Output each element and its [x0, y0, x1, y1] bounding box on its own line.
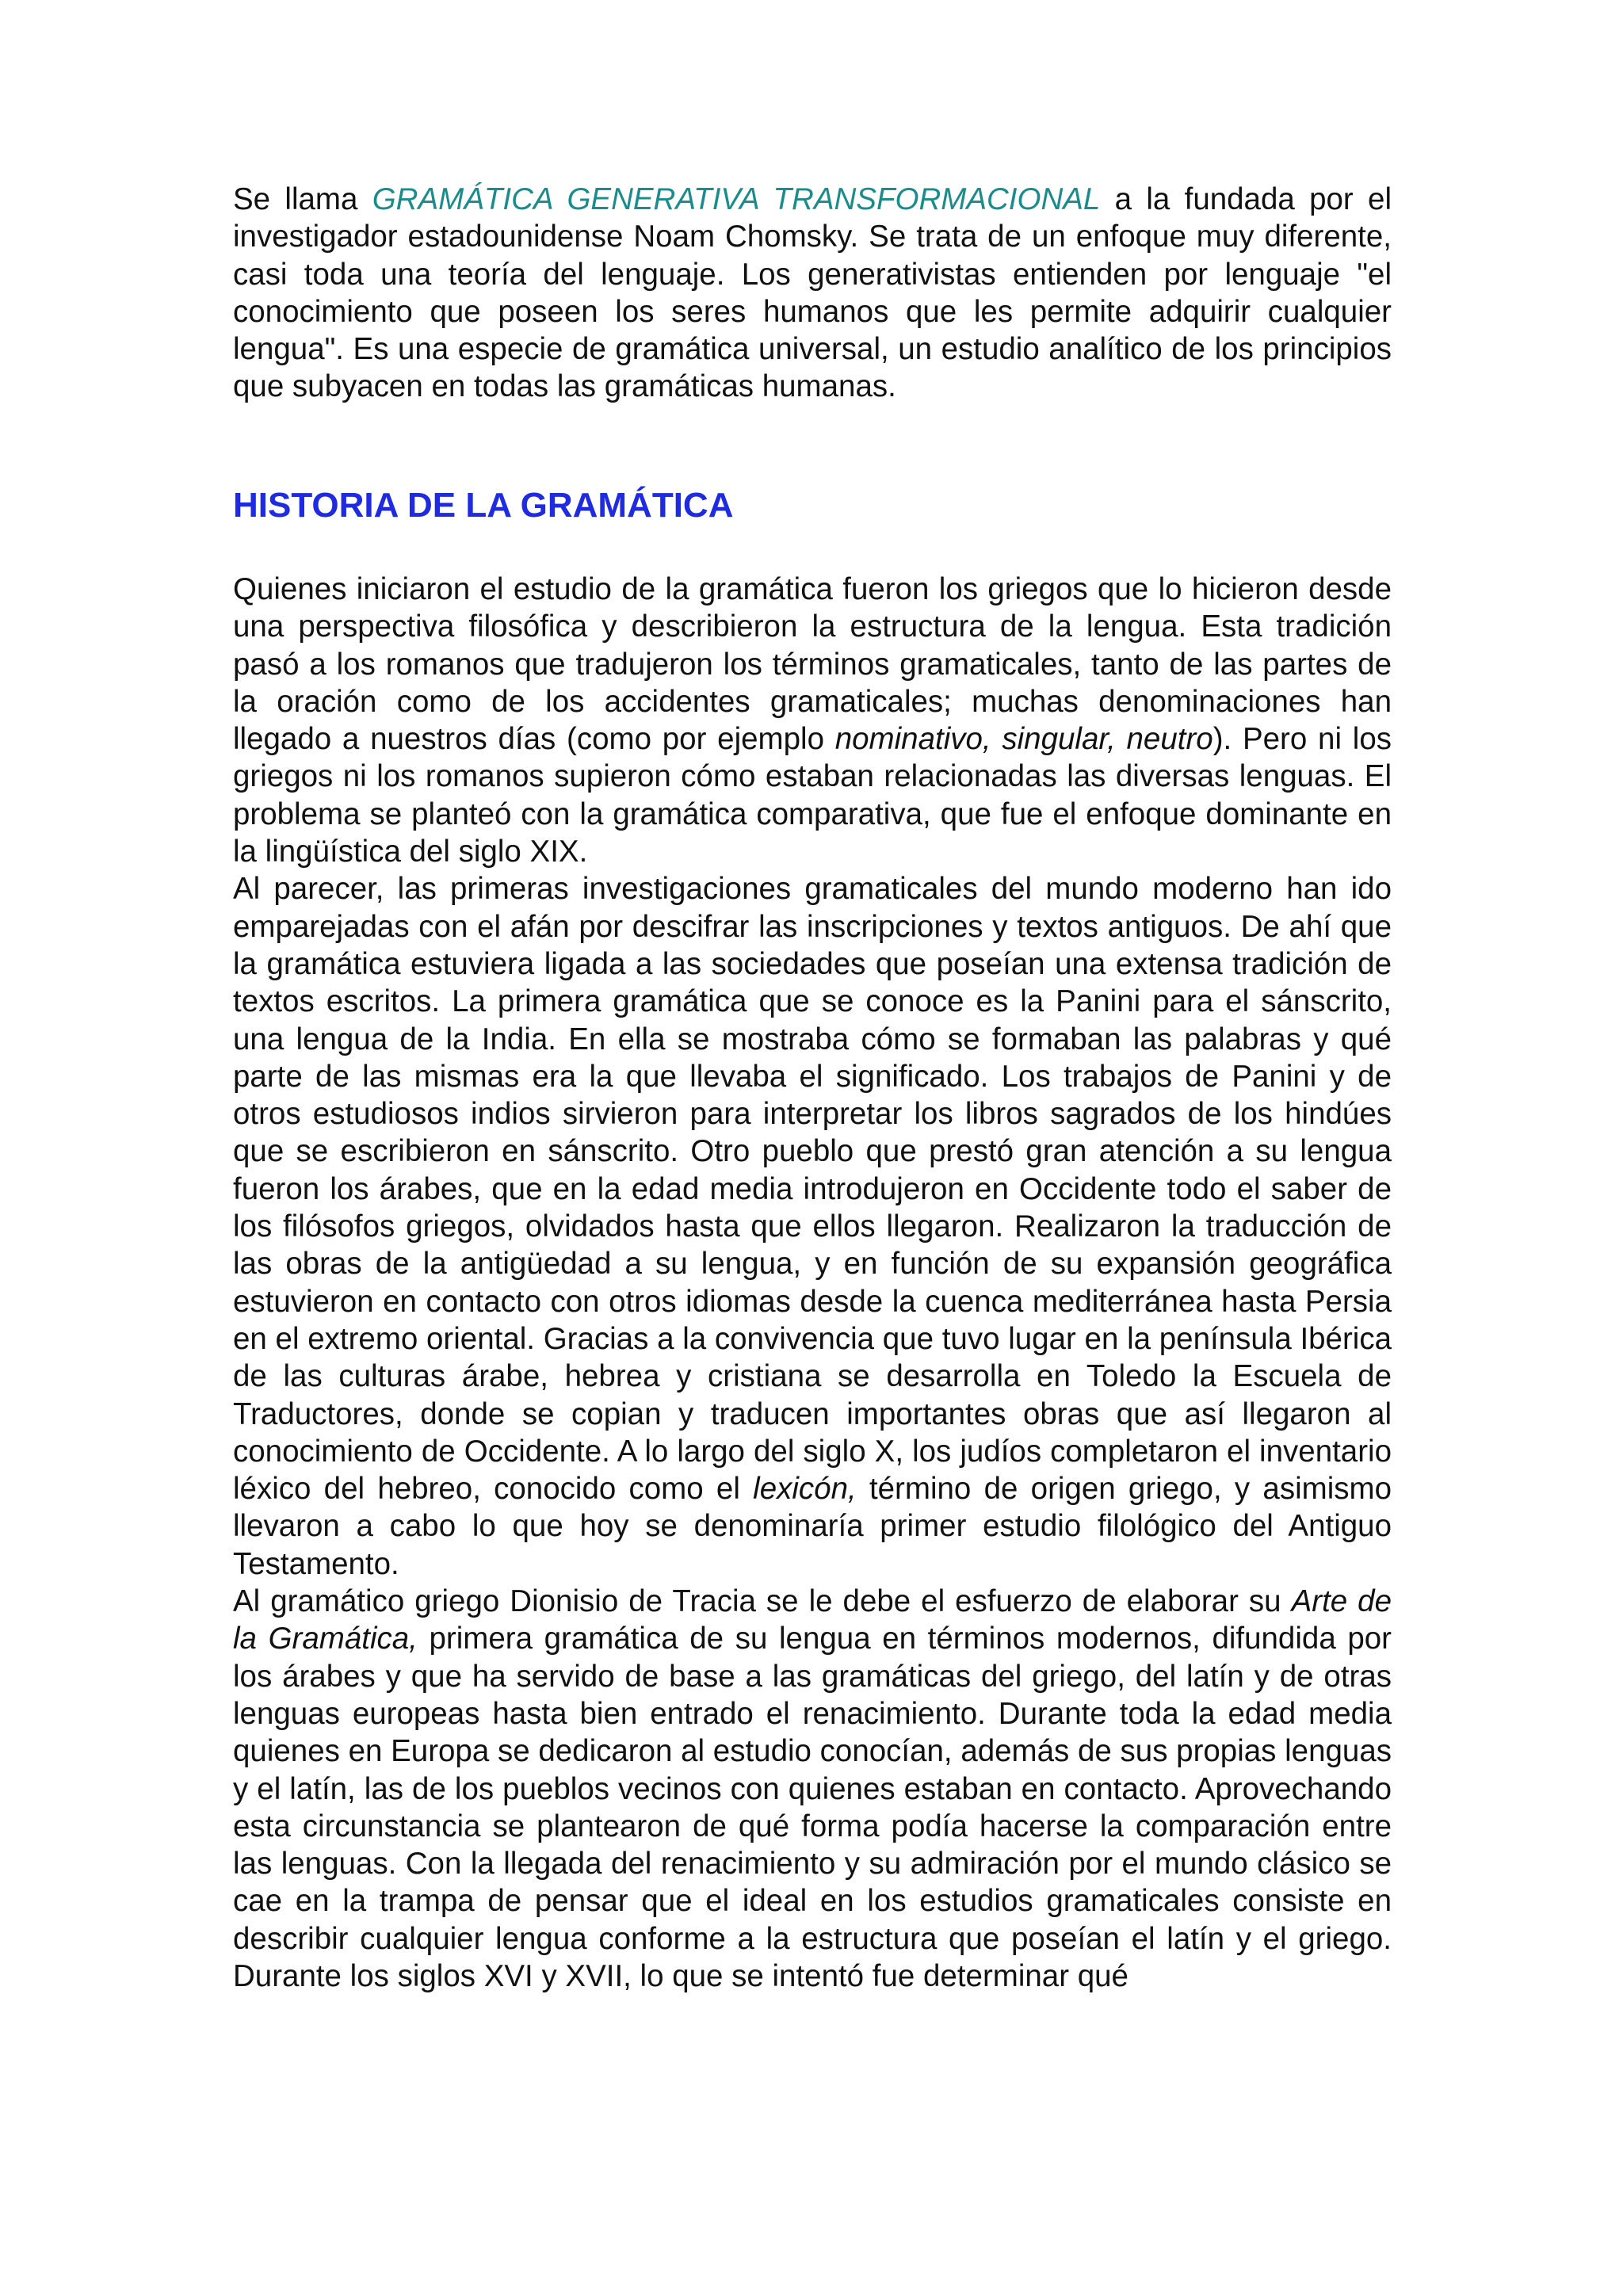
intro-paragraph — [233, 181, 1392, 406]
intro-text-start: Se llama — [233, 182, 372, 216]
section-heading: HISTORIA DE LA GRAMÁTICA — [233, 486, 734, 525]
italic-text: Arte de la Gramática, — [233, 1584, 1392, 1656]
intro-text-rest: a la fundada por el investigador estadounidense Noam Chomsky. Se trata de un enfoque muy diferente, casi toda una teoría del lenguaje. Los generativistas entienden por lenguaje "el conocimiento que poseen los seres humanos que les permite adquirir cualquier lengua". Es una especie de gramática universal, un estudio analítico de los principios que subyacen en todas las gramáticas humanas. — [233, 182, 1392, 404]
paragraph-text: ). Pero ni los griegos ni los romanos supieron cómo estaban relacionadas las diversas lenguas. El problema se planteó con la gramática comparativa, que fue el enfoque dominante en la lingüística del siglo XIX. — [233, 722, 1392, 869]
italic-text: lexicón, — [753, 1472, 857, 1507]
history-paragraph-2 — [233, 870, 1392, 1583]
highlighted-term: GRAMÁTICA GENERATIVA TRANSFORMACIONAL — [372, 182, 1101, 216]
history-paragraph-1 — [233, 571, 1392, 870]
paragraph-text: término de origen griego, y asimismo llevaron a cabo lo que hoy se denominaría primer estudio filológico del Antiguo Testamento. — [233, 1472, 1392, 1581]
paragraph-text: Quienes iniciaron el estudio de la gramática fueron los griegos que lo hicieron desde una perspectiva filosófica y describieron la estructura de la lengua. Esta tradición pasó a los romanos que tradujeron los términos gramaticales, tanto de las partes de la oración como de los accidentes gramaticales; muchas denominaciones han llegado a nuestros días (como por ejemplo — [233, 572, 1392, 757]
italic-text: nominativo, singular, neutro — [834, 722, 1213, 757]
paragraph-text: Al parecer, las primeras investigaciones gramaticales del mundo moderno han ido emparejadas con el afán por descifrar las inscripciones y textos antiguos. De ahí que la gramática estuviera ligada a las sociedades que poseían una extensa tradición de textos escritos. La primera gramática que se conoce es la Panini para el sánscrito, una lengua de la India. En ella se mostraba cómo se formaban las palabras y qué parte de las mismas era la que llevaba el significado. Los trabajos de Panini y de otros estudiosos indios sirvieron para interpretar los libros sagrados de los hindúes que se escribieron en sánscrito. Otro pueblo que prestó gran atención a su lengua fueron los árabes, que en la edad media introdujeron en Occidente todo el saber de los filósofos griegos, olvidados hasta que ellos llegaron. Realizaron la traducción de las obras de la antigüedad a su lengua, y en función de su expansión geográfica estuvieron en contacto con otros idiomas desde la cuenca mediterránea hasta Persia en el extremo oriental. Gracias a la convivencia que tuvo lugar en la península Ibérica de las culturas árabe, hebrea y cristiana se desarrolla en Toledo la Escuela de Traductores, donde se copian y traducen importantes obras que así llegaron al conocimiento de Occidente. A lo largo del siglo X, los judíos completaron el inventario léxico del hebreo, conocido como el — [233, 872, 1392, 1507]
history-paragraph-3 — [233, 1583, 1392, 1995]
paragraph-text: Al gramático griego Dionisio de Tracia se le debe el esfuerzo de elaborar su — [233, 1584, 1292, 1619]
history-section — [233, 571, 1392, 1995]
paragraph-text: primera gramática de su lengua en términos modernos, difundida por los árabes y que ha servido de base a las gramáticas del griego, del latín y de otras lenguas europeas hasta bien entrado el renacimiento. Durante toda la edad media quienes en Europa se dedicaron al estudio conocían, además de sus propias lenguas y el latín, las de los pueblos vecinos con quienes estaban en contacto. Aprovechando esta circunstancia se plantearon de qué forma podía hacerse la comparación entre las lenguas. Con la llegada del renacimiento y su admiración por el mundo clásico se cae en la trampa de pensar que el ideal en los estudios gramaticales consiste en describir cualquier lengua conforme a la estructura que poseían el latín y el griego. Durante los siglos XVI y XVII, lo que se intentó fue determinar qué — [233, 1622, 1392, 1993]
